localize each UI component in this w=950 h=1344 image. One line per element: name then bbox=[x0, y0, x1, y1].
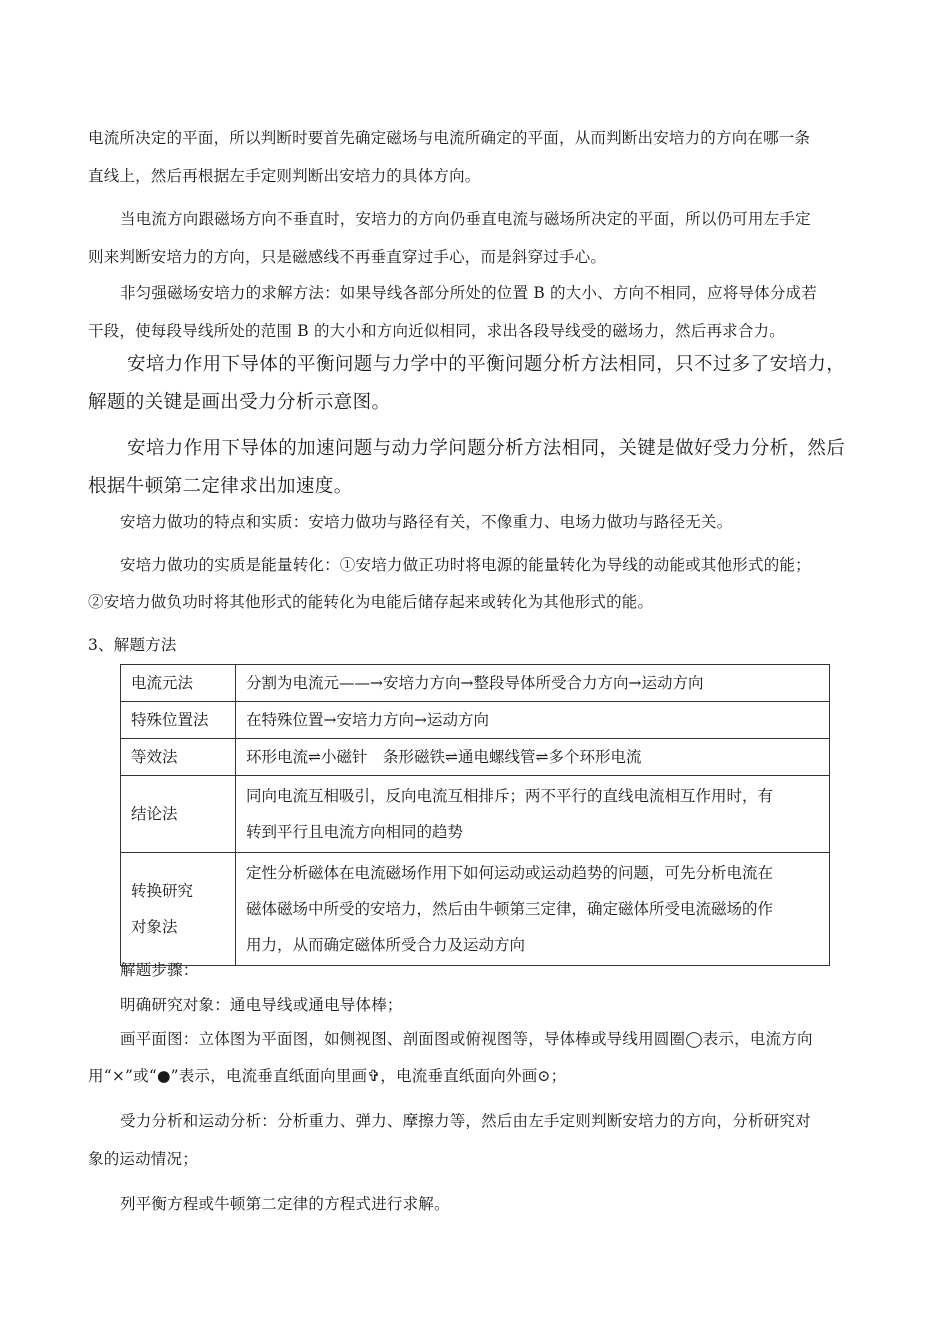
method-desc bbox=[236, 776, 830, 853]
step-line: 象的运动情况； bbox=[88, 1150, 198, 1168]
table-row bbox=[121, 739, 830, 776]
paragraph-line: 则来判断安培力的方向，只是磁感线不再垂直穿过手心，而是斜穿过手心。 bbox=[88, 248, 607, 266]
step-line: 用“×”或“●”表示，电流垂直纸面向里画✞，电流垂直纸面向外画⊙； bbox=[88, 1067, 567, 1085]
method-desc-line: 磁体磁场中所受的安培力，然后由牛顿第三定律，确定磁体所受电流磁场的作 bbox=[246, 900, 774, 918]
step-line: 明确研究对象：通电导线或通电导体棒； bbox=[120, 996, 403, 1014]
method-desc bbox=[236, 853, 830, 966]
paragraph-line: 当电流方向跟磁场方向不垂直时，安培力的方向仍垂直电流与磁场所决定的平面，所以仍可用左手定 bbox=[120, 210, 811, 228]
method-desc-line: 定性分析磁体在电流磁场作用下如何运动或运动趋势的问题，可先分析电流在 bbox=[246, 864, 774, 882]
method-name: 电流元法 bbox=[121, 665, 236, 702]
paragraph-line: 安培力做功的实质是能量转化：①安培力做正功时将电源的能量转化为导线的动能或其他形式的能； bbox=[120, 556, 811, 574]
method-desc-line: 同向电流互相吸引，反向电流互相排斥；两不平行的直线电流相互作用时，有 bbox=[246, 787, 774, 805]
steps-title: 解题步骤： bbox=[120, 961, 199, 979]
paragraph-line: 安培力做功的特点和实质：安培力做功与路径有关，不像重力、电场力做功与路径无关。 bbox=[120, 513, 733, 531]
method-desc: 环形电流⇌小磁针 条形磁铁⇌通电螺线管⇌多个环形电流 bbox=[236, 739, 830, 776]
method-name-line: 转换研究 bbox=[131, 882, 194, 900]
table-row bbox=[121, 702, 830, 739]
method-name: 等效法 bbox=[121, 739, 236, 776]
paragraph-line: 根据牛顿第二定律求出加速度。 bbox=[88, 476, 353, 497]
paragraph-line: 直线上，然后再根据左手定则判断出安培力的具体方向。 bbox=[88, 167, 481, 185]
method-name bbox=[121, 853, 236, 966]
paragraph-line: 干段，使每段导线所处的范围 B 的大小和方向近似相同，求出各段导线受的磁场力，然后再求合力。 bbox=[88, 322, 785, 340]
paragraph-line: 电流所决定的平面，所以判断时要首先确定磁场与电流所确定的平面，从而判断出安培力的方向在哪一条 bbox=[88, 129, 811, 147]
step-line: 受力分析和运动分析：分析重力、弹力、摩擦力等，然后由左手定则判断安培力的方向，分析研究对 bbox=[120, 1112, 811, 1130]
paragraph-line: 非匀强磁场安培力的求解方法：如果导线各部分所处的位置 B 的大小、方向不相同，应将导体分成若 bbox=[120, 284, 817, 302]
method-name: 结论法 bbox=[121, 776, 236, 853]
table-row bbox=[121, 665, 830, 702]
table-row bbox=[121, 776, 830, 853]
method-name-line: 对象法 bbox=[131, 918, 178, 936]
step-line: 列平衡方程或牛顿第二定律的方程式进行求解。 bbox=[120, 1195, 450, 1213]
step-line: 画平面图：立体图为平面图，如侧视图、剖面图或俯视图等，导体棒或导线用圆圈◯表示，电流方向 bbox=[120, 1030, 813, 1048]
paragraph-line: 解题的关键是画出受力分析示意图。 bbox=[88, 392, 391, 413]
paragraph-line: 安培力作用下导体的加速问题与动力学问题分析方法相同，关键是做好受力分析，然后 bbox=[127, 438, 846, 459]
method-desc: 分割为电流元——→安培力方向→整段导体所受合力方向→运动方向 bbox=[236, 665, 830, 702]
method-desc-line: 用力，从而确定磁体所受合力及运动方向 bbox=[246, 936, 526, 954]
section-heading: 3、解题方法 bbox=[88, 636, 177, 654]
paragraph-line: 安培力作用下导体的平衡问题与力学中的平衡问题分析方法相同，只不过多了安培力， bbox=[127, 354, 846, 375]
method-desc-line: 转到平行且电流方向相同的趋势 bbox=[246, 823, 464, 841]
method-name: 特殊位置法 bbox=[121, 702, 236, 739]
paragraph-line: ②安培力做负功时将其他形式的能转化为电能后储存起来或转化为其他形式的能。 bbox=[88, 593, 654, 611]
method-desc: 在特殊位置→安培力方向→运动方向 bbox=[236, 702, 830, 739]
methods-table bbox=[120, 664, 830, 966]
table-row bbox=[121, 853, 830, 966]
